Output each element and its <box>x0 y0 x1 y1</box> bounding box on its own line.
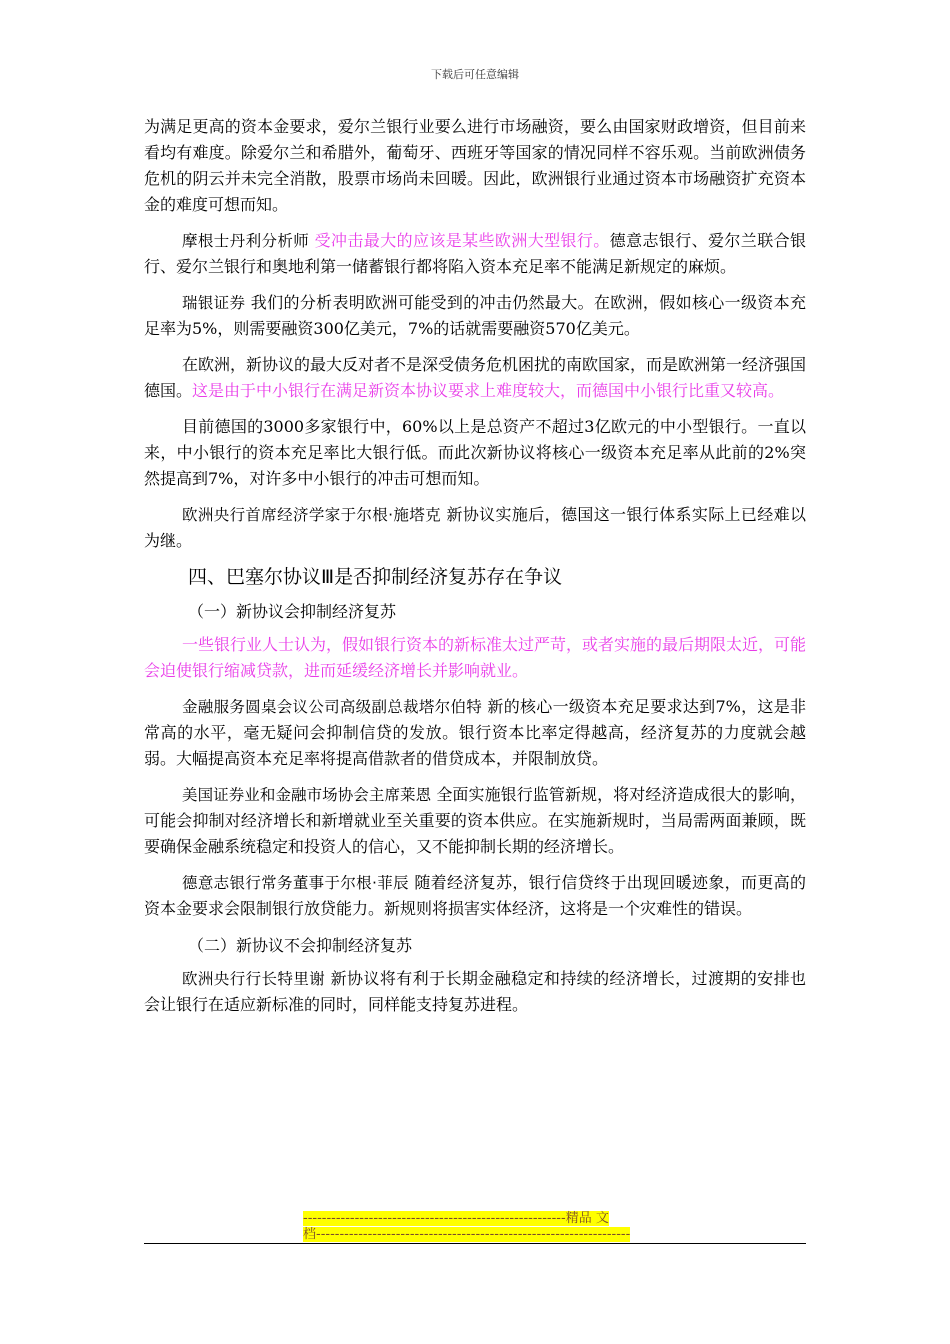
speaker-label: 欧洲央行首席经济学家于尔根·施塔克 <box>182 506 442 524</box>
paragraph-text: 随着经济复苏，银行信贷终于出现回暖迹象，而更高的资本金要求会限制银行放贷能力。新规则将损害实体经济，这将是一个灾难性的错误。 <box>144 873 806 918</box>
page-header: 下载后可任意编辑 <box>431 68 519 81</box>
paragraph: 为满足更高的资本金要求，爱尔兰银行业要么进行市场融资，要么由国家财政增资，但目前来看均有难度。除爱尔兰和希腊外，葡萄牙、西班牙等国家的情况同样不容乐观。当前欧洲债务危机的阴云并未完全消散，股票市场尚未回暖。因此，欧洲银行业通过资本市场融资扩充资本金的难度可想而知。 <box>144 117 806 214</box>
speaker-label: 摩根士丹利分析师 <box>182 232 310 250</box>
paragraph <box>144 352 806 404</box>
paragraph <box>144 782 806 860</box>
highlighted-text: 这是由于中小银行在满足新资本协议要求上难度较大，而德国中小银行比重又较高。 <box>192 381 785 400</box>
footer-line: --------------------------------------------------------精品 文 <box>303 1211 609 1226</box>
document-body <box>144 114 806 1018</box>
paragraph-text: 全面实施银行监管新规，将对经济造成很大的影响，可能会抑制对经济增长和新增就业至关重要的资本供应。在实施新规时，当局需两面兼顾，既要确保金融系统稳定和投资人的信心，又不能抑制长期的经济增长。 <box>144 785 806 856</box>
paragraph <box>144 502 806 554</box>
footer-divider <box>144 1243 806 1244</box>
footer-watermark <box>303 1211 648 1243</box>
paragraph-text: 新的核心一级资本充足要求达到7%，这是非常高的水平，毫无疑问会抑制信贷的发放。银行资本比率定得越高，经济复苏的力度就会越弱。大幅提高资本充足率将提高借款者的借贷成本，并限制放贷。 <box>144 697 807 768</box>
highlighted-text: 受冲击最大的应该是某些欧洲大型银行。 <box>314 231 610 250</box>
paragraph <box>144 870 806 922</box>
paragraph <box>144 694 806 772</box>
subsection-heading: （一）新协议会抑制经济复苏 <box>188 602 397 621</box>
speaker-label: 欧洲央行行长特里谢 <box>182 970 326 988</box>
paragraph <box>144 290 806 342</box>
paragraph <box>144 966 806 1018</box>
subsection-heading: （二）新协议不会抑制经济复苏 <box>188 936 413 955</box>
speaker-label: 德意志银行常务董事于尔根·菲辰 <box>182 874 409 892</box>
paragraph-text: 我们的分析表明欧洲可能受到的冲击仍然最大。在欧洲，假如核心一级资本充足率为5%，则需要融资300亿美元，7%的话就需要融资570亿美元。 <box>144 293 806 338</box>
section-heading: 四、巴塞尔协议Ⅲ是否抑制经济复苏存在争议 <box>188 566 563 588</box>
paragraph <box>144 228 806 280</box>
paragraph-text: 新协议实施后，德国这一银行体系实际上已经难以为继。 <box>144 505 806 550</box>
speaker-label: 瑞银证券 <box>182 294 246 312</box>
paragraph-text: 新协议将有利于长期金融稳定和持续的经济增长，过渡期的安排也会让银行在适应新标准的同时，同样能支持复苏进程。 <box>144 969 806 1014</box>
paragraph: 目前德国的3000多家银行中，60%以上是总资产不超过3亿欧元的中小型银行。一直以来，中小银行的资本充足率比大银行低。而此次新协议将核心一级资本充足率从此前的2%突然提高到7%，对许多中小银行的冲击可想而知。 <box>144 417 806 488</box>
paragraph-text: 在欧洲，新协议的最大反对者不是深受债务危机困扰的南欧国家，而是欧洲第一经济强国德国。 <box>144 355 807 400</box>
paragraph-text: 德意志银行、爱尔兰联合银行、爱尔兰银行和奥地利第一储蓄银行都将陷入资本充足率不能满足新规定的麻烦。 <box>144 231 806 276</box>
speaker-label: 金融服务圆桌会议公司高级副总裁塔尔伯特 <box>182 698 483 716</box>
footer-line: 档------------------------------------------------------------------- <box>303 1227 631 1242</box>
speaker-label: 美国证券业和金融市场协会主席莱恩 <box>182 786 432 804</box>
paragraph: 一些银行业人士认为，假如银行资本的新标准太过严苛，或者实施的最后期限太近，可能会迫使银行缩减贷款，进而延缓经济增长并影响就业。 <box>144 635 807 680</box>
